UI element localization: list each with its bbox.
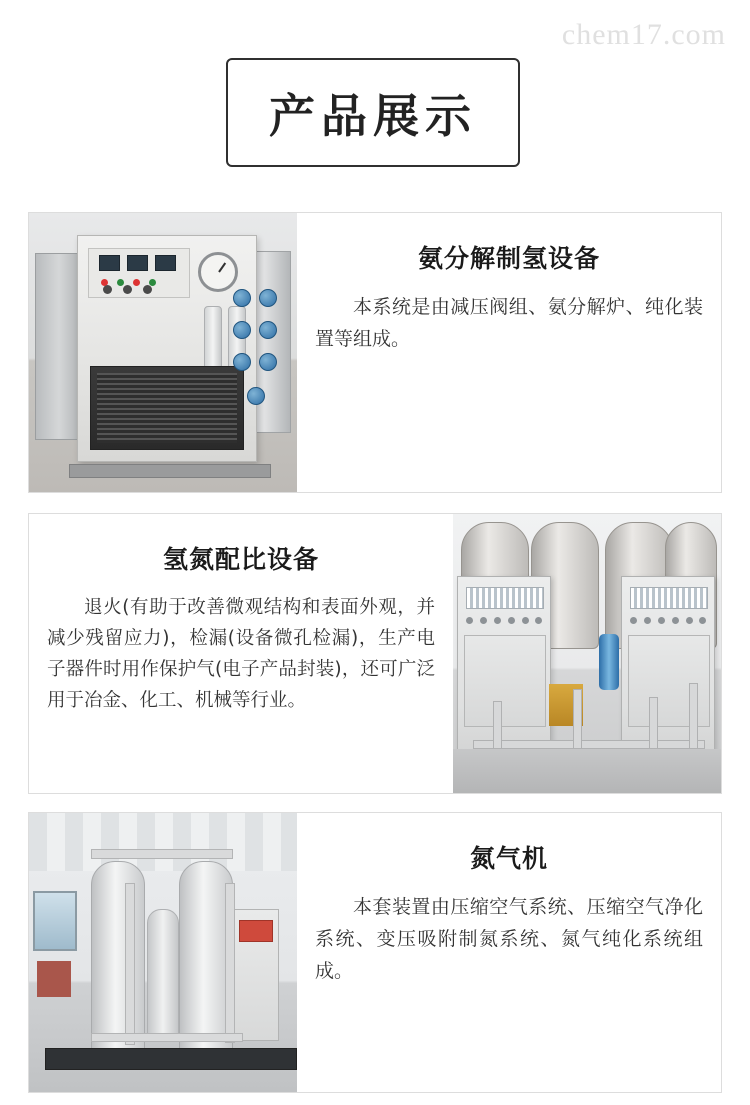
product-title: 氨分解制氢设备 bbox=[417, 244, 600, 273]
product-text-nitrogen-generator bbox=[297, 813, 721, 1092]
product-card-ammonia-cracking[interactable] bbox=[28, 212, 722, 493]
product-image-hydrogen-nitrogen-ratio bbox=[453, 514, 721, 793]
product-card-hydrogen-nitrogen-ratio[interactable] bbox=[28, 513, 722, 794]
product-text-hydrogen-nitrogen-ratio bbox=[29, 514, 453, 793]
product-text-ammonia-cracking bbox=[297, 213, 721, 492]
product-description: 本系统是由减压阀组、氨分解炉、纯化装置等组成。 bbox=[315, 296, 703, 350]
watermark-text: chem17.com bbox=[561, 18, 726, 51]
page-title-box bbox=[226, 58, 520, 167]
product-image-ammonia-cracking bbox=[29, 213, 297, 492]
product-title: 氮气机 bbox=[469, 844, 548, 873]
page-title: 产品展示 bbox=[269, 88, 477, 143]
product-image-nitrogen-generator bbox=[29, 813, 297, 1092]
product-card-nitrogen-generator[interactable] bbox=[28, 812, 722, 1093]
product-description: 退火(有助于改善微观结构和表面外观，并减少残留应力)，检漏(设备微孔检漏)，生产电子器件时用作保护气(电子产品封装)，还可广泛用于冶金、化工、机械等行业。 bbox=[47, 597, 435, 711]
product-title: 氢氮配比设备 bbox=[162, 545, 319, 574]
product-description: 本套装置由压缩空气系统、压缩空气净化系统、变压吸附制氮系统、氮气纯化系统组成。 bbox=[315, 896, 703, 982]
